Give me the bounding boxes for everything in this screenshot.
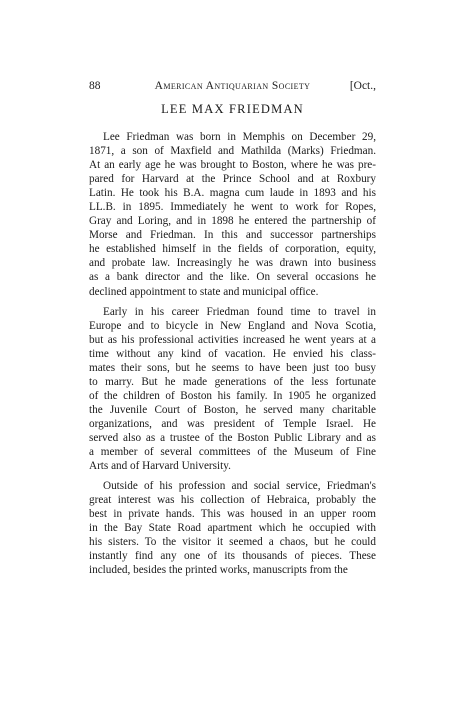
text-line: Europe and to bicycle in New England and Nova Scotia, bbox=[89, 319, 376, 332]
journal-title: American Antiquarian Society bbox=[154, 80, 311, 92]
text-line: his sisters. To the visitor it seemed a chaos, but he could bbox=[89, 536, 376, 549]
text-line: Morse and Friedman. In this and successor partnerships bbox=[89, 229, 376, 242]
text-line: the Juvenile Court of Boston, he served many charitable bbox=[89, 403, 376, 416]
text-line: served also as a trustee of the Boston Public Library and as bbox=[89, 431, 376, 444]
running-head bbox=[89, 80, 376, 96]
paragraph bbox=[89, 130, 376, 299]
text-line: of the children of Boston his family. In 1905 he organized bbox=[89, 389, 376, 402]
text-line: to marry. But he made generations of the less fortunate bbox=[89, 375, 376, 388]
text-line: LL.B. in 1895. Immediately he went to work for Ropes, bbox=[89, 201, 376, 214]
text-line: 1871, a son of Maxfield and Mathilda (Marks) Friedman. bbox=[89, 145, 376, 158]
text-line: as a bank director and the like. On several occasions he bbox=[89, 271, 376, 284]
paragraph bbox=[89, 479, 376, 577]
text-line: Latin. He took his B.A. magna cum laude in 1893 and his bbox=[89, 187, 376, 200]
text-line: pared for Harvard at the Prince School and at Roxbury bbox=[89, 173, 376, 186]
text-line: but as his professional activities increased he went years at a bbox=[89, 333, 376, 346]
text-line: and probate law. Increasingly he was drawn into business bbox=[89, 257, 376, 270]
text-line: in the Bay State Road apartment which he occupied with bbox=[89, 522, 376, 535]
text-line: great interest was his collection of Hebraica, probably the bbox=[89, 494, 376, 507]
text-line: At an early age he was brought to Boston, where he was pre- bbox=[89, 159, 376, 172]
text-line: organizations, and was president of Temple Israel. He bbox=[89, 417, 376, 430]
text-line: he established himself in the fields of corporation, equity, bbox=[89, 243, 376, 256]
text-line: Outside of his profession and social service, Friedman's bbox=[103, 480, 376, 493]
text-line: a member of several committees of the Museum of Fine bbox=[89, 446, 376, 459]
text-line: Gray and Loring, and in 1898 he entered the partnership of bbox=[89, 215, 376, 228]
article-title: LEE MAX FRIEDMAN bbox=[161, 102, 304, 116]
text-line: declined appointment to state and municipal office. bbox=[89, 285, 319, 298]
text-line: time without any kind of vacation. He envied his class- bbox=[89, 347, 376, 360]
paragraph bbox=[89, 305, 376, 474]
page-number: 88 bbox=[89, 80, 101, 92]
text-line: Arts and of Harvard University. bbox=[89, 460, 231, 473]
article-body bbox=[89, 130, 376, 577]
issue-date: [Oct., bbox=[349, 80, 376, 92]
text-line: Lee Friedman was born in Memphis on December 29, bbox=[103, 131, 376, 143]
text-line: included, besides the printed works, manuscripts from the bbox=[89, 564, 348, 577]
text-line: mates their sons, but he seems to have been just too busy bbox=[89, 361, 376, 374]
text-line: instantly find any one of its thousands of pieces. These bbox=[89, 550, 376, 563]
text-line: best in private hands. This was housed in an upper room bbox=[89, 508, 376, 521]
text-line: Early in his career Friedman found time to travel in bbox=[103, 305, 376, 318]
